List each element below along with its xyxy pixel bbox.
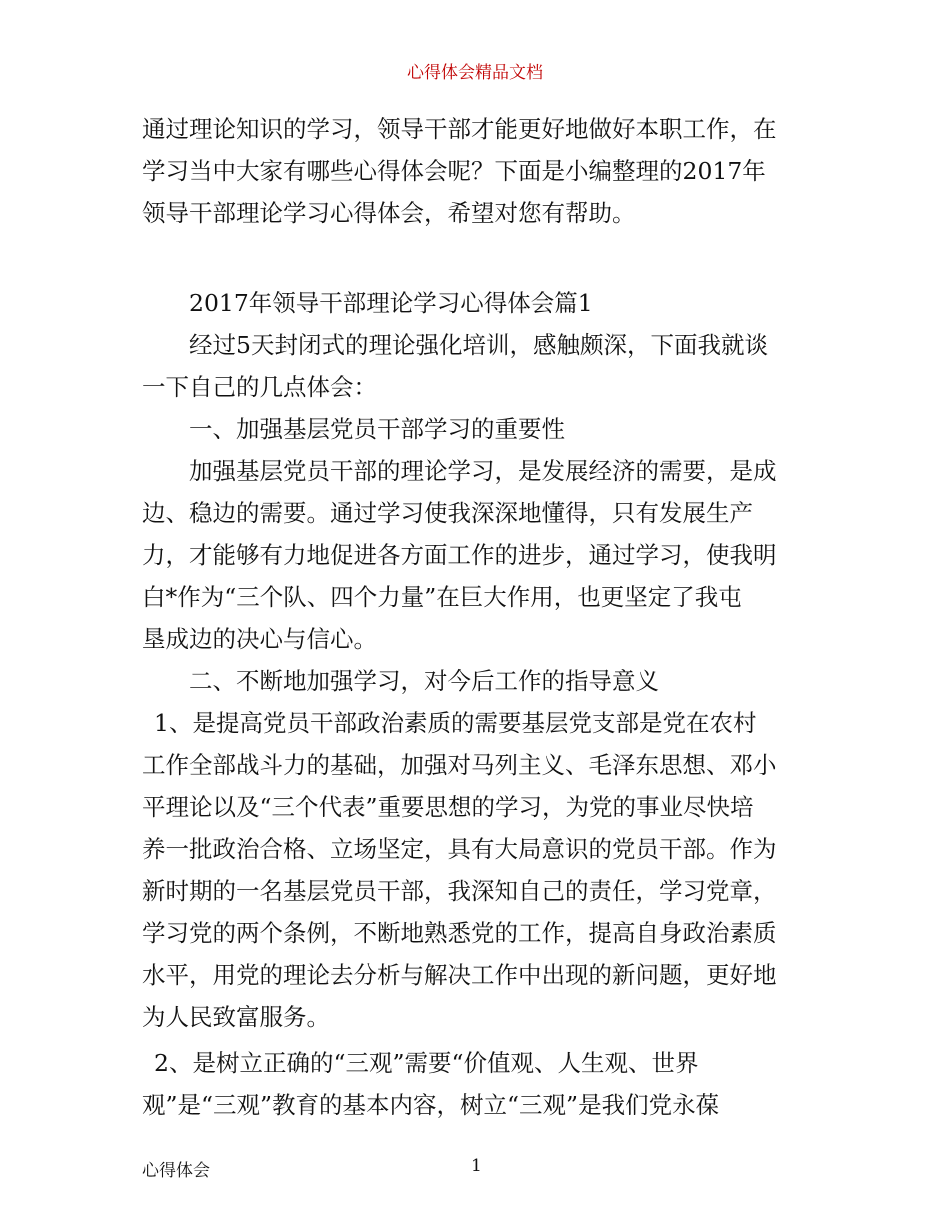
body-line: 力，才能够有力地促进各方面工作的进步，通过学习，使我明: [142, 541, 777, 569]
body-line: 新时期的一名基层党员干部，我深知自己的责任，学习党章，: [142, 877, 777, 905]
intro-line: 通过理论知识的学习，领导干部才能更好地做好本职工作，在: [142, 115, 777, 143]
section-title: 2017年领导干部理论学习心得体会篇1: [189, 289, 593, 317]
body-line: 1、是提高党员干部政治素质的需要基层党支部是党在农村: [154, 709, 757, 737]
paragraph-gap: [142, 234, 812, 282]
body-line: 观”是“三观”教育的基本内容，树立“三观”是我们党永葆: [142, 1091, 720, 1119]
body-line: 2、是树立正确的“三观”需要“价值观、人生观、世界: [154, 1049, 699, 1077]
section-heading: 二、不断地加强学习，对今后工作的指导意义: [189, 667, 659, 695]
body-line: 养一批政治合格、立场坚定，具有大局意识的党员干部。作为: [142, 835, 777, 863]
page-number: 1: [471, 1156, 482, 1176]
body-line: 白*作为“三个队、四个力量”在巨大作用，也更坚定了我屯: [142, 583, 742, 611]
body-line: 边、稳边的需要。通过学习使我深深地懂得，只有发展生产: [142, 499, 753, 527]
body-line: 加强基层党员干部的理论学习，是发展经济的需要，是成: [189, 457, 777, 485]
body-line: 垦成边的决心与信心。: [142, 625, 377, 653]
document-body: [142, 108, 812, 1126]
intro-line: 学习当中大家有哪些心得体会呢？下面是小编整理的2017年: [142, 157, 766, 185]
body-line: 工作全部战斗力的基础，加强对马列主义、毛泽东思想、邓小: [142, 751, 777, 779]
body-line: 水平，用党的理论去分析与解决工作中出现的新问题，更好地: [142, 961, 777, 989]
body-line: 平理论以及“三个代表”重要思想的学习，为党的事业尽快培: [142, 793, 754, 821]
body-line: 学习党的两个条例，不断地熟悉党的工作，提高自身政治素质: [142, 919, 777, 947]
document-header-title: 心得体会精品文档: [407, 63, 543, 83]
body-line: 经过5天封闭式的理论强化培训，感触颇深，下面我就谈: [189, 331, 768, 359]
section-heading: 一、加强基层党员干部学习的重要性: [189, 415, 565, 443]
body-line: 一下自己的几点体会：: [142, 373, 377, 401]
footer-label: 心得体会: [142, 1161, 210, 1181]
intro-line: 领导干部理论学习心得体会，希望对您有帮助。: [142, 199, 636, 227]
body-line: 为人民致富服务。: [142, 1003, 330, 1031]
